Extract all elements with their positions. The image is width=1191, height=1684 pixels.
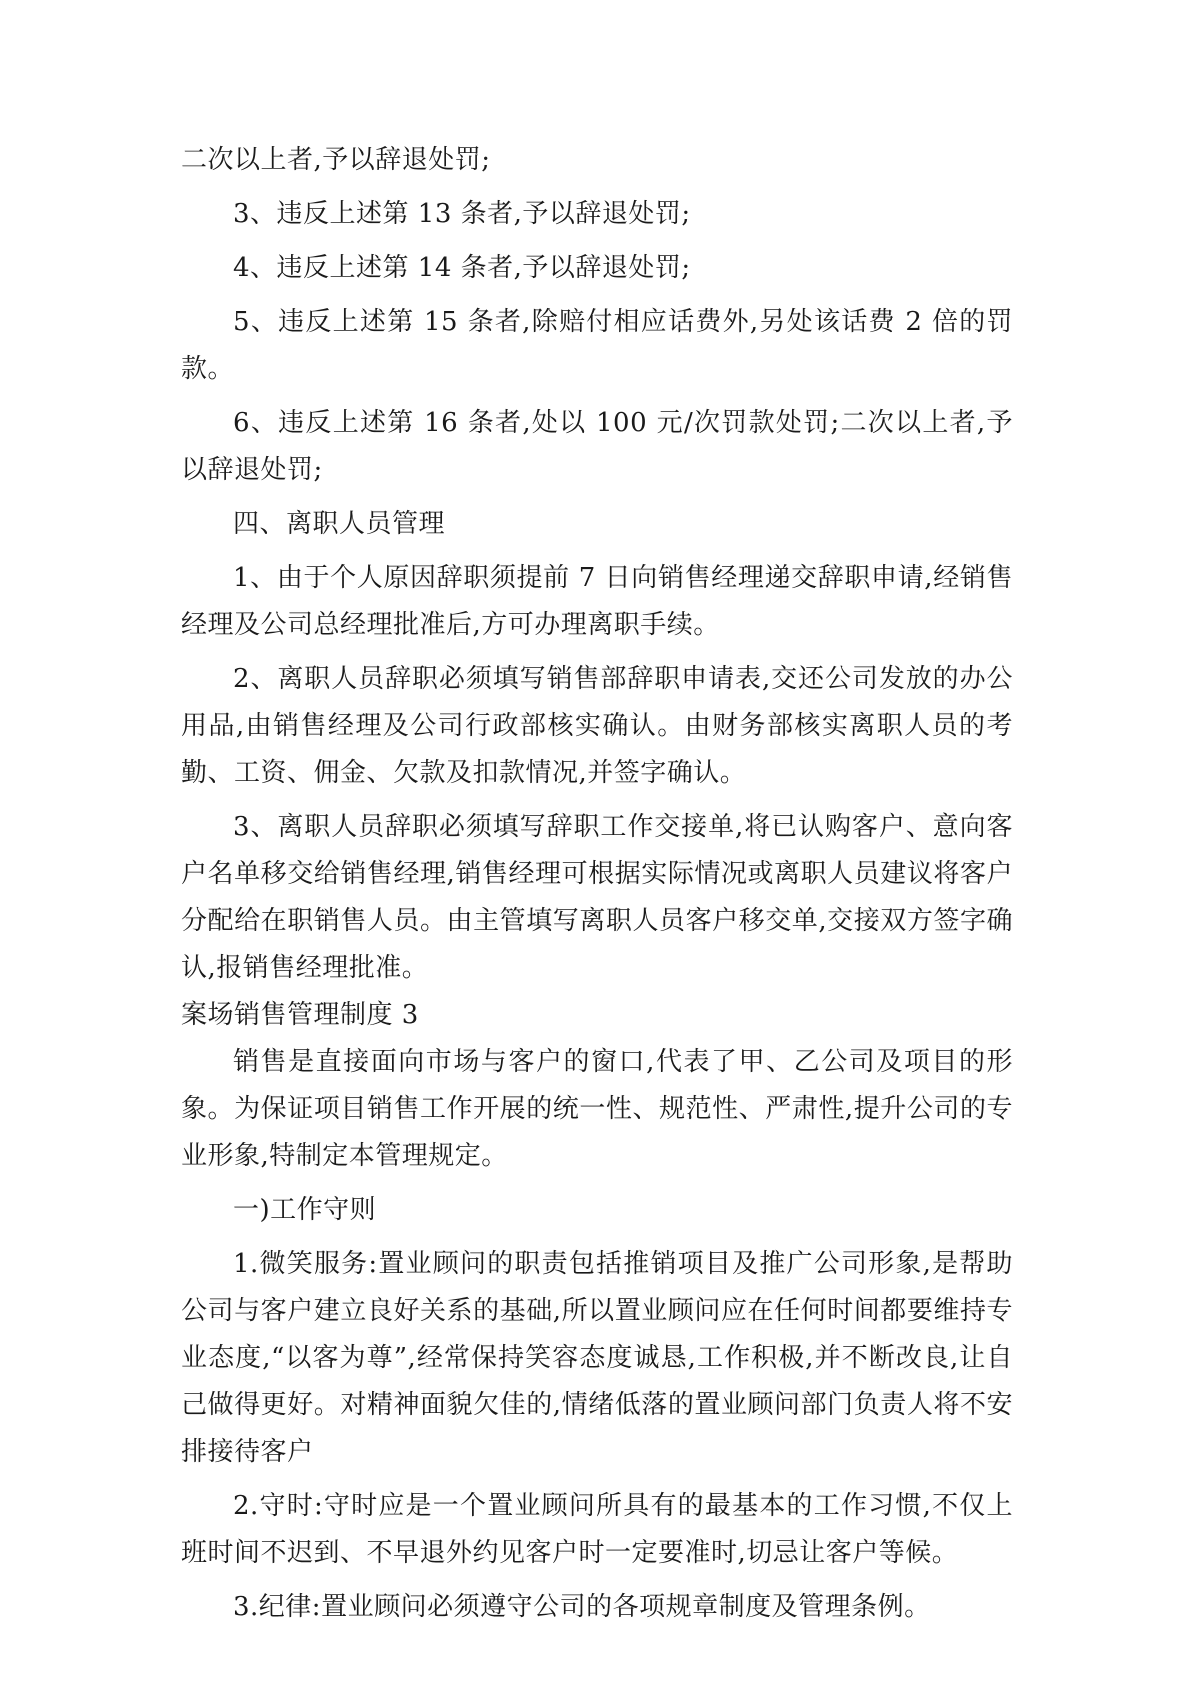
section-heading: 一)工作守则 [233, 1195, 377, 1225]
paragraph: 6、违反上述第 16 条者,处以 100 元/次罚款处罚;二次以上者,予以辞退处罚; [181, 408, 1013, 485]
paragraph: 1、由于个人原因辞职须提前 7 日向销售经理递交辞职申请,经销售经理及公司总经理批准后,方可办理离职手续。 [181, 563, 1013, 640]
paragraph: 4、违反上述第 14 条者,予以辞退处罚; [233, 253, 691, 283]
document-title: 案场销售管理制度 3 [181, 1000, 419, 1030]
paragraph: 二次以上者,予以辞退处罚; [181, 145, 491, 175]
paragraph: 2、离职人员辞职必须填写销售部辞职申请表,交还公司发放的办公用品,由销售经理及公司行政部核实确认。由财务部核实离职人员的考勤、工资、佣金、欠款及扣款情况,并签字确认。 [181, 664, 1013, 788]
section-heading: 四、离职人员管理 [233, 509, 446, 539]
paragraph: 3.纪律:置业顾问必须遵守公司的各项规章制度及管理条例。 [233, 1592, 931, 1622]
paragraph: 销售是直接面向市场与客户的窗口,代表了甲、乙公司及项目的形象。为保证项目销售工作开展的统一性、规范性、严肃性,提升公司的专业形象,特制定本管理规定。 [181, 1047, 1013, 1171]
paragraph: 2.守时:守时应是一个置业顾问所具有的最基本的工作习惯,不仅上班时间不迟到、不早退外约见客户时一定要准时,切忌让客户等候。 [181, 1491, 1013, 1568]
paragraph: 3、离职人员辞职必须填写辞职工作交接单,将已认购客户、意向客户名单移交给销售经理,销售经理可根据实际情况或离职人员建议将客户分配给在职销售人员。由主管填写离职人员客户移交单,交接双方签字确认,报销售经理批准。 [181, 812, 1013, 983]
paragraph: 5、违反上述第 15 条者,除赔付相应话费外,另处该话费 2 倍的罚款。 [181, 307, 1013, 384]
paragraph: 1.微笑服务:置业顾问的职责包括推销项目及推广公司形象,是帮助公司与客户建立良好关系的基础,所以置业顾问应在任何时间都要维持专业态度,“以客为尊”,经常保持笑容态度诚恳,工作积极,并不断改良,让自己做得更好。对精神面貌欠佳的,情绪低落的置业顾问部门负责人将不安排接待客户 [181, 1249, 1013, 1467]
paragraph: 3、违反上述第 13 条者,予以辞退处罚; [233, 199, 691, 229]
document-body [181, 137, 1013, 1631]
